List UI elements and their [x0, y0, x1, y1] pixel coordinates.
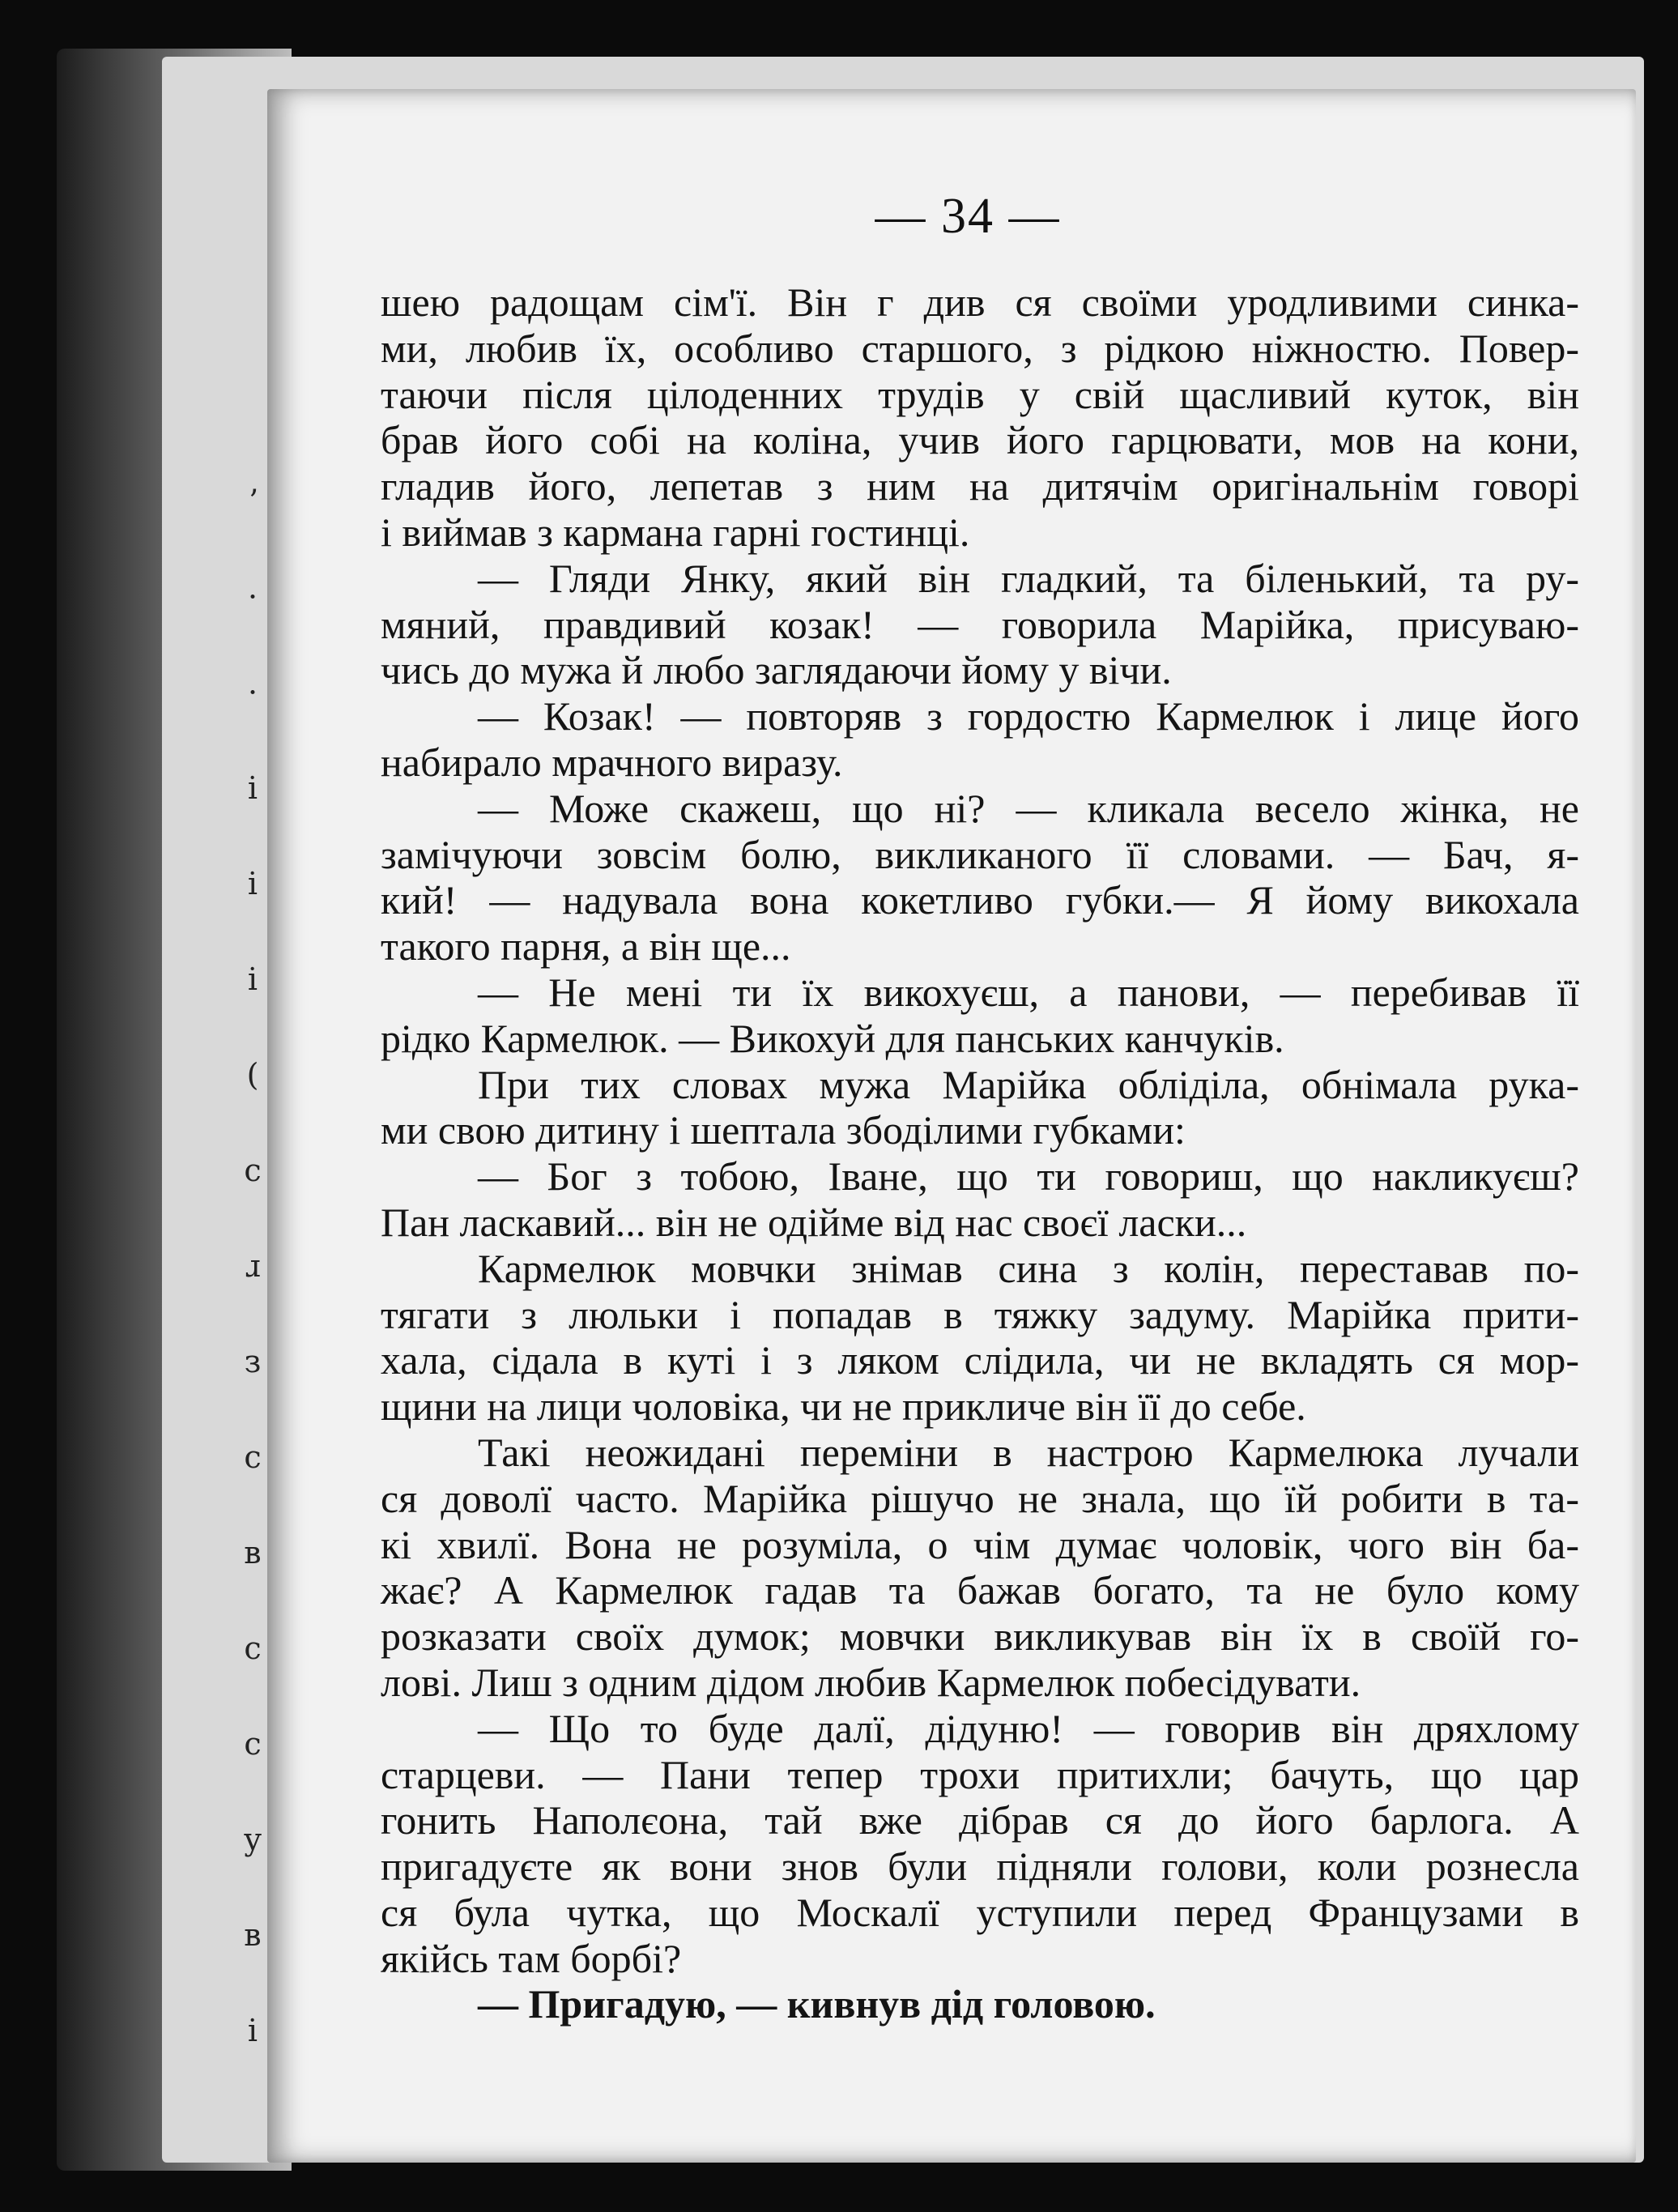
text-line: Пан ласкавий... він не одійме від нас своєї ласки... — [381, 1199, 1247, 1245]
text-line: лові. Лиш з одним дідом любив Кармелюк побесідувати. — [381, 1659, 1361, 1705]
edge-mark: і — [247, 2013, 258, 2048]
text-line: мяний, правдивий козак! — говорила Марійка, присуваю- — [381, 601, 1579, 647]
body-text — [381, 279, 1579, 2027]
edge-mark: в — [244, 1917, 262, 1953]
text-line: — Що то буде далї, дідуню! — говорив він дряхлому — [478, 1705, 1579, 1751]
text-line: ся була чутка, що Москалї уступили перед Французами в — [381, 1889, 1579, 1935]
edge-mark: ʼ — [247, 484, 258, 519]
text-line: жає? А Кармелюк гадав та бажав богато, та не було кому — [381, 1567, 1579, 1613]
text-line: гладив його, лепетав з ним на дитячім оригінальнім говорі — [381, 463, 1579, 509]
text-line: якійсь там борбі? — [381, 1935, 682, 1981]
edge-mark: с — [244, 1439, 262, 1475]
text-line: набирало мрачного виразу. — [381, 739, 843, 785]
text-line: брав його собі на коліна, учив його гарцювати, мов на кони, — [381, 417, 1579, 463]
text-line: гонить Наполєона, тай вже дібрав ся до його барлога. А — [381, 1797, 1579, 1843]
edge-mark: · — [247, 579, 258, 615]
text-line: — Пригадую, — кивнув дід головою. — [478, 1981, 1156, 2027]
text-line: Такі неожидані переміни в настрою Кармелюка лучали — [478, 1429, 1579, 1475]
text-line: таючи після цілоденних трудів у свій щасливий куток, він — [381, 371, 1579, 417]
text-line: ся доволї часто. Марійка рішучо не знала, що їй робити в та- — [381, 1475, 1579, 1521]
text-line: розказати своїх думок; мовчки викликував він їх в своїй го- — [381, 1613, 1579, 1660]
text-line: — Бог з тобою, Іване, що ти говориш, що накликуєш? — [478, 1153, 1579, 1200]
edge-mark: в — [244, 1535, 262, 1571]
edge-mark: с — [244, 1153, 262, 1188]
edge-mark: с — [244, 1726, 262, 1762]
text-line: такого парня, а він ще... — [381, 923, 791, 970]
edge-marks — [236, 454, 269, 2078]
text-line: ми свою дитину і шептала збоділими губками: — [381, 1107, 1186, 1153]
text-line: кий! — надувала вона кокетливо губки.— Я йому викохала — [381, 877, 1579, 923]
text-line: чись до мужа й любо заглядаючи йому у вічи. — [381, 647, 1172, 693]
text-line: — Не мені ти їх викохуєш, а панови, — перебивав її — [478, 969, 1579, 1015]
text-line: старцеви. — Пани тепер трохи притихли; бачуть, що цар — [381, 1751, 1579, 1797]
text-line: замічуючи зовсім болю, викликаного її словами. — Бач, я- — [381, 831, 1579, 877]
text-line: Кармелюк мовчки знімав сина з колін, переставав по- — [478, 1245, 1579, 1291]
text-line: тягати з люльки і попадав в тяжку задуму. Марійка прити- — [381, 1291, 1579, 1337]
text-line: пригадуєте як вони знов були підняли голови, коли рознесла — [381, 1843, 1579, 1890]
edge-mark: · — [247, 675, 258, 710]
text-line: ми, любив їх, особливо старшого, з рідкою ніжностю. Повер- — [381, 325, 1579, 371]
page-number: — 34 — — [875, 189, 1061, 244]
text-line: — Може скажеш, що ні? — кликала весело жінка, не — [478, 785, 1579, 831]
text-line: При тих словах мужа Марійка обліділа, обнімала рука- — [478, 1061, 1579, 1107]
edge-mark: і — [247, 866, 258, 901]
text-line: рідко Кармелюк. — Викохуй для панських канчуків. — [381, 1015, 1284, 1061]
text-line: хала, сідала в куті і з ляком слідила, чи не вкладять ся мор- — [381, 1337, 1579, 1383]
text-line: кі хвилї. Вона не розуміла, о чім думає чоловік, чого він ба- — [381, 1521, 1579, 1567]
text-line: — Козак! — повторяв з гордостю Кармелюк і лице його — [478, 693, 1579, 739]
text-line: щини на лици чоловіка, чи не прикличе він її до себе. — [381, 1383, 1306, 1430]
text-line: і виймав з кармана гарні гостинці. — [381, 509, 970, 555]
edge-mark: ( — [246, 1057, 259, 1093]
edge-mark: с — [244, 1630, 262, 1666]
edge-mark: з — [244, 1344, 262, 1379]
edge-mark: ɹ — [245, 1248, 261, 1284]
text-line: шею радощам сім'ї. Він г див ся своїми уродливими синка- — [381, 279, 1579, 325]
edge-mark: у — [243, 1822, 262, 1857]
edge-mark: і — [247, 961, 258, 997]
edge-mark: і — [247, 770, 258, 806]
text-line: — Гляди Янку, який він гладкий, та біленький, та ру- — [478, 555, 1579, 601]
